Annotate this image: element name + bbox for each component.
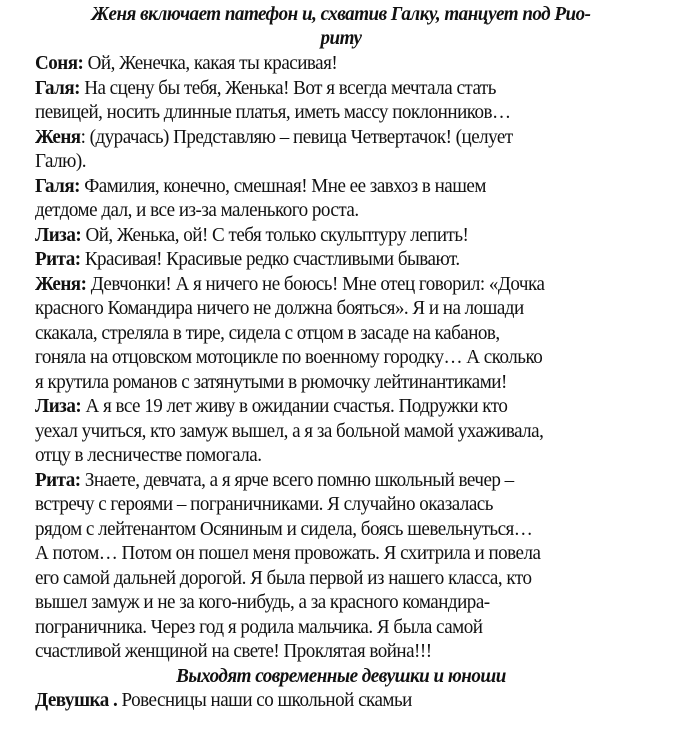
dialogue-text: Фамилия, конечно, смешная! Мне ее завхоз в нашем <box>84 175 486 197</box>
dialogue-zhenya <box>35 272 544 296</box>
dialogue-text: рядом с лейтенантом Осяниным и сидела, боясь шевельнуться… <box>35 518 533 540</box>
dialogue-liza <box>35 394 507 418</box>
dialogue-text: певицей, носить длинные платья, иметь массу поклонников… <box>35 101 511 123</box>
dialogue-text: Красивая! Красивые редко счастливыми бывают. <box>84 248 460 270</box>
stage-direction-line-2: риту <box>320 27 362 49</box>
speaker-name: Галя: <box>35 175 80 197</box>
speaker-name: Галя: <box>35 77 80 99</box>
dialogue-text: уехал учиться, кто замуж вышел, а я за больной мамой ухаживала, <box>35 420 544 442</box>
speaker-name: Лиза: <box>35 395 82 417</box>
dialogue-text: На сцену бы тебя, Женька! Вот я всегда мечтала стать <box>84 77 496 99</box>
speaker-name: Девушка . <box>35 689 118 711</box>
speaker-name: Женя <box>35 126 81 148</box>
dialogue-sonya <box>35 51 337 75</box>
dialogue-rita <box>35 247 460 271</box>
dialogue-text: отцу в лесничестве помогала. <box>35 444 262 466</box>
dialogue-zhenya <box>35 125 513 149</box>
speaker-name: Рита: <box>35 469 81 491</box>
dialogue-text: я крутила романов с затянутыми в рюмочку лейтинантиками! <box>35 371 507 393</box>
speaker-name: Лиза: <box>35 224 82 246</box>
dialogue-text: Девчонки! А я ничего не боюсь! Мне отец говорил: «Дочка <box>90 273 545 295</box>
dialogue-text: А потом… Потом он пошел меня провожать. Я схитрила и повела <box>35 542 541 564</box>
dialogue-text: детдоме дал, и все из-за маленького роста. <box>35 199 359 221</box>
dialogue-text: скакала, стреляла в тире, сидела с отцом в засаде на кабанов, <box>35 322 500 344</box>
dialogue-rita <box>35 468 514 492</box>
dialogue-text: гоняла на отцовском мотоцикле по военному городку… А сколько <box>35 346 543 368</box>
dialogue-text: красного Командира ничего не должна бояться». Я и на лошади <box>35 297 524 319</box>
stage-direction: Выходят современные девушки и юноши <box>176 665 506 687</box>
dialogue-devushka <box>35 688 412 712</box>
dialogue-text: его самой дальней дорогой. Я была первой из нашего класса, кто <box>35 567 532 589</box>
dialogue-liza <box>35 223 468 247</box>
dialogue-text: Ой, Женька, ой! С тебя только скульптуру лепить! <box>85 224 469 246</box>
dialogue-galya <box>35 76 496 100</box>
dialogue-text: встречу с героями – пограничниками. Я случайно оказалась <box>35 493 493 515</box>
speaker-name: Соня: <box>35 52 84 74</box>
dialogue-galya <box>35 174 486 198</box>
dialogue-text: Знаете, девчата, а я ярче всего помню школьный вечер – <box>84 469 514 491</box>
dialogue-text: вышел замуж и не за кого-нибудь, а за красного командира- <box>35 591 490 613</box>
dialogue-text: счастливой женщиной на свете! Проклятая война!!! <box>35 640 432 662</box>
dialogue-text: Ровесницы наши со школьной скамьи <box>121 689 412 711</box>
speaker-name: Рита: <box>35 248 81 270</box>
dialogue-text: А я все 19 лет живу в ожидании счастья. Подружки кто <box>85 395 508 417</box>
dialogue-text: пограничника. Через год я родила мальчика. Я была самой <box>35 616 483 638</box>
dialogue-text: Ой, Женечка, какая ты красивая! <box>87 52 338 74</box>
dialogue-text: : (дурачась) Представляю – певица Четвертачок! (целует <box>80 126 513 148</box>
dialogue-text: Галю). <box>35 150 86 172</box>
stage-direction-line-1: Женя включает патефон и, схватив Галку, танцует под Рио- <box>91 3 591 25</box>
speaker-name: Женя: <box>35 273 87 295</box>
